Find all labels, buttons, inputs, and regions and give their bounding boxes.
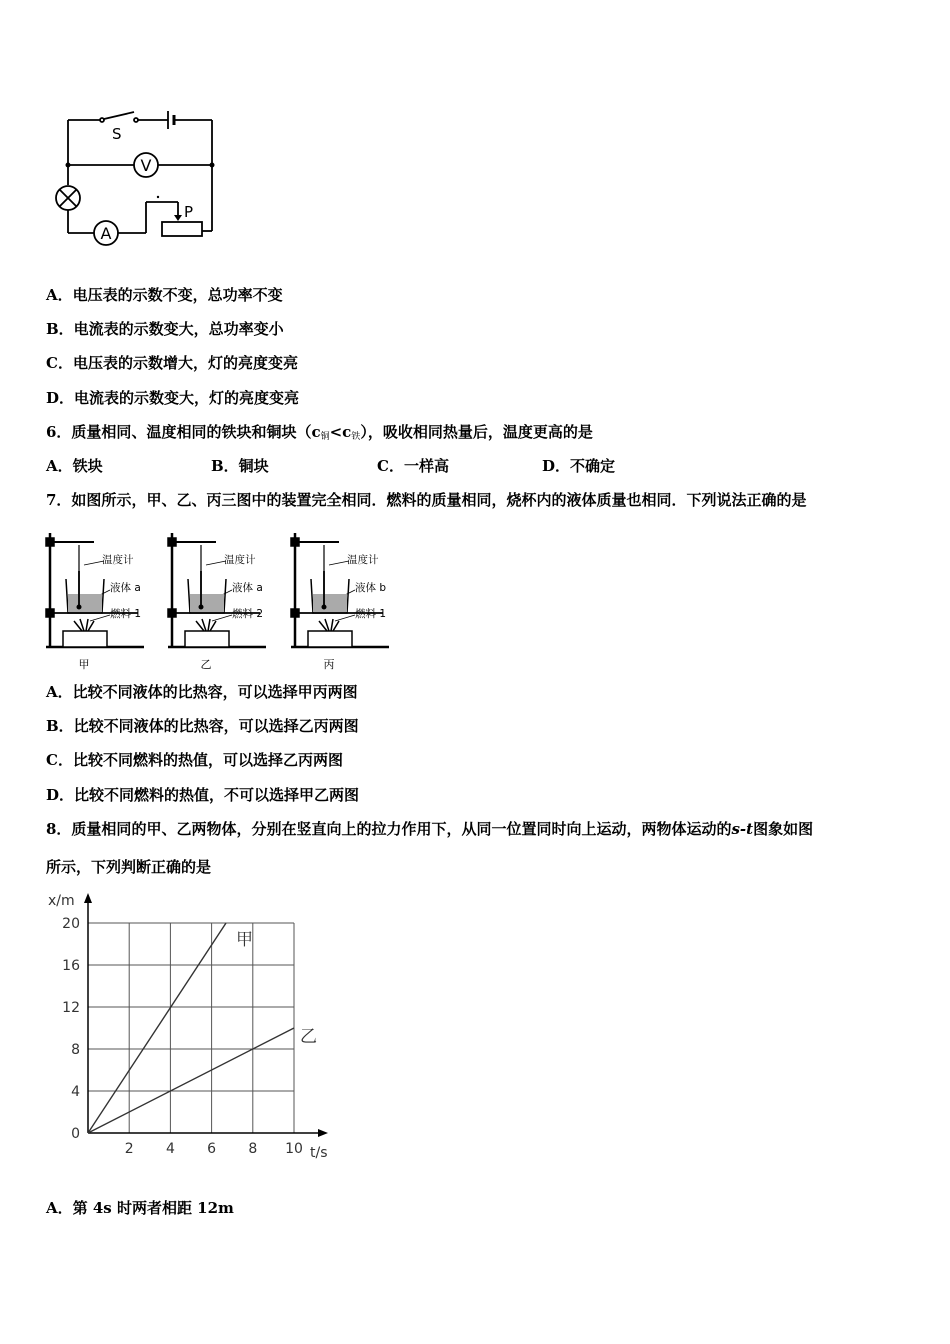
y-axis-label: x/m (48, 893, 75, 909)
x-tick-label: 2 (124, 1141, 134, 1157)
apparatus-3 (289, 525, 399, 675)
y-tick-label: 16 (62, 958, 80, 974)
q6-option-a: A．铁块 (46, 457, 103, 475)
series-line-1 (88, 923, 226, 1133)
series-line-2 (88, 1028, 294, 1133)
apparatus-caption: 甲 (78, 658, 90, 671)
q7-option-c: C．比较不同燃料的热值，可以选择乙丙两图 (46, 751, 343, 769)
y-axis-arrow (84, 893, 92, 903)
q7-option-b: B．比较不同液体的比热容，可以选择乙丙两图 (46, 717, 359, 735)
q5-option-d: D．电流表的示数变大，灯的亮度变亮 (46, 389, 300, 407)
fuel-label: 燃料 1 (355, 608, 387, 620)
ammeter-label: A (100, 224, 112, 243)
x-tick-label: 4 (165, 1141, 175, 1157)
liquid-label: 液体 a (232, 582, 263, 594)
apparatus-2 (166, 525, 276, 675)
switch-label: S (112, 125, 122, 143)
x-tick-label: 6 (207, 1141, 217, 1157)
q6-option-d: D．不确定 (542, 457, 616, 475)
series-label-1: 甲 (236, 930, 254, 950)
y-tick-label: 20 (62, 916, 80, 932)
q5-option-a: A．电压表的示数不变，总功率不变 (46, 286, 283, 304)
apparatus-caption: 乙 (200, 658, 212, 671)
q6-option-c: C．一样高 (377, 457, 449, 475)
q5-option-b: B．电流表的示数变大，总功率变小 (46, 320, 284, 338)
q6-options (46, 456, 615, 476)
series-label-2: 乙 (300, 1027, 317, 1047)
y-tick-label: 4 (71, 1084, 80, 1100)
circuit-diagram (50, 105, 225, 250)
thermometer-label: 温度计 (224, 554, 256, 566)
y-tick-label: 8 (71, 1042, 80, 1058)
q7-option-d: D．比较不同燃料的热值，不可以选择甲乙两图 (46, 786, 360, 804)
q8-option-a: A．第 4s 时两者相距 12m (46, 1199, 234, 1217)
y-tick-label: 12 (62, 1000, 80, 1016)
y-tick-label: 0 (71, 1126, 80, 1142)
switch-contact (100, 118, 104, 122)
q6-option-b: B．铜块 (211, 457, 269, 475)
switch-lever (104, 112, 134, 119)
x-tick-label: 10 (285, 1141, 303, 1157)
q8-stem-line2: 所示，下列判断正确的是 (46, 858, 212, 876)
x-axis-label: t/s (310, 1145, 328, 1161)
q5-option-c: C．电压表的示数增大，灯的亮度变亮 (46, 354, 298, 372)
q7-stem: 7．如图所示，甲、乙、丙三图中的装置完全相同．燃料的质量相同，烧杯内的液体质量也相同．下列说法正确的是 (46, 491, 807, 509)
fuel-label: 燃料 2 (232, 608, 264, 620)
apparatus-caption: 丙 (323, 658, 335, 671)
voltmeter-label: V (140, 156, 152, 175)
x-axis-arrow (318, 1129, 328, 1137)
liquid-label: 液体 b (355, 582, 387, 594)
q6-stem: 6．质量相同、温度相同的铁块和铜块$(c_铜<c_铁)$，吸收相同热量后，温度更高的是 (46, 423, 593, 442)
slider-label: P (184, 203, 194, 221)
fuel-label: 燃料 1 (110, 608, 142, 620)
apparatus-1 (44, 525, 154, 675)
x-tick-label: 8 (248, 1141, 258, 1157)
q7-option-a: A．比较不同液体的比热容，可以选择甲丙两图 (46, 683, 358, 701)
rheostat (162, 222, 202, 236)
st-chart (40, 885, 340, 1165)
thermometer-label: 温度计 (102, 554, 134, 566)
liquid-label: 液体 a (110, 582, 141, 594)
q8-stem-line1: 8．质量相同的甲、乙两物体，分别在竖直向上的拉力作用下，从同一位置同时向上运动，两物体运动的s-t图象如图 (46, 820, 814, 838)
thermometer-label: 温度计 (347, 554, 379, 566)
